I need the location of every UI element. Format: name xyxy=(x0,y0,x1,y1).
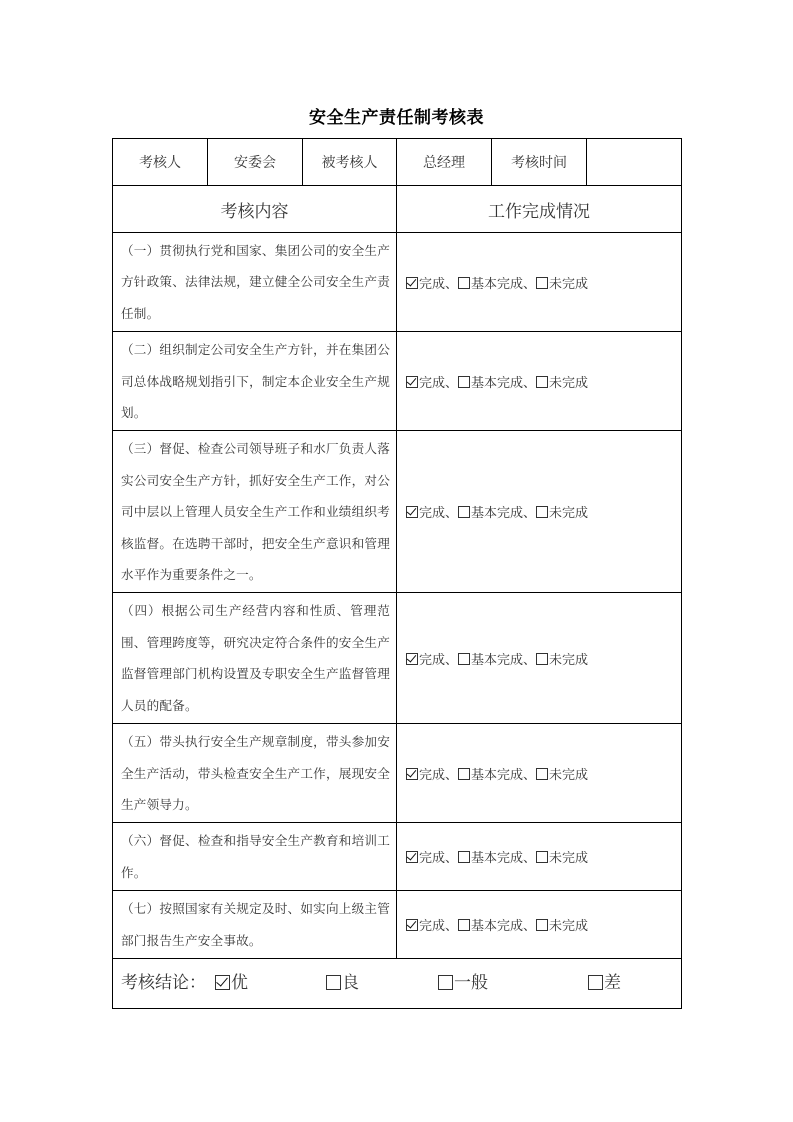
option-incomplete-label: 未完成 xyxy=(549,276,589,292)
checkbox-incomplete[interactable] xyxy=(536,768,548,780)
item-content: （七）按照国家有关规定及时、如实向上级主管部门报告生产安全事故。 xyxy=(113,891,397,959)
item-status xyxy=(397,233,682,332)
conclusion-label: 考核结论： xyxy=(121,972,206,993)
content-column-header: 考核内容 xyxy=(113,186,397,233)
option-basic-label: 基本完成、 xyxy=(471,506,537,522)
conclusion-option-excellent[interactable] xyxy=(215,968,248,993)
item-content: （二）组织制定公司安全生产方针，并在集团公司总体战略规划指引下，制定本企业安全生产规划。 xyxy=(113,332,397,431)
checkbox-basic[interactable] xyxy=(458,919,470,931)
option-incomplete-label: 未完成 xyxy=(549,919,589,935)
option-basic-label: 基本完成、 xyxy=(471,652,537,668)
option-average-label: 一般 xyxy=(454,972,488,993)
table-row xyxy=(113,332,682,431)
conclusion-option-poor[interactable] xyxy=(588,968,621,993)
table-row xyxy=(113,823,682,891)
option-incomplete-label: 未完成 xyxy=(549,506,589,522)
checkbox-good[interactable] xyxy=(326,975,341,990)
option-excellent-label: 优 xyxy=(231,972,248,993)
table-row xyxy=(113,233,682,332)
option-complete-label: 完成、 xyxy=(419,919,459,935)
assessee-value[interactable]: 总经理 xyxy=(397,139,492,186)
option-complete-label: 完成、 xyxy=(419,506,459,522)
checkbox-basic[interactable] xyxy=(458,506,470,518)
checkbox-poor[interactable] xyxy=(588,975,603,990)
checkbox-incomplete[interactable] xyxy=(536,851,548,863)
option-incomplete-label: 未完成 xyxy=(549,851,589,867)
assessment-table xyxy=(112,138,682,1009)
option-basic-label: 基本完成、 xyxy=(471,767,537,783)
document-title: 安全生产责任制考核表 xyxy=(309,108,484,128)
option-complete-label: 完成、 xyxy=(419,767,459,783)
option-incomplete-label: 未完成 xyxy=(549,652,589,668)
checkbox-basic[interactable] xyxy=(458,653,470,665)
checkbox-incomplete[interactable] xyxy=(536,919,548,931)
table-row xyxy=(113,593,682,724)
checkbox-complete-checked[interactable] xyxy=(406,768,418,780)
item-status xyxy=(397,332,682,431)
checkbox-incomplete[interactable] xyxy=(536,277,548,289)
item-status xyxy=(397,431,682,593)
conclusion-cell xyxy=(113,958,682,1008)
checkbox-complete-checked[interactable] xyxy=(406,653,418,665)
option-complete-label: 完成、 xyxy=(419,375,459,391)
item-content: （三）督促、检查公司领导班子和水厂负责人落实公司安全生产方针，抓好安全生产工作，对公司中层以上管理人员安全生产工作和业绩组织考核监督。在选聘干部时，把安全生产意识和管理水平作为重要条件之一。 xyxy=(113,431,397,593)
time-value[interactable] xyxy=(587,139,682,186)
checkbox-complete-checked[interactable] xyxy=(406,277,418,289)
table-row xyxy=(113,431,682,593)
option-poor-label: 差 xyxy=(604,972,621,993)
conclusion-row xyxy=(113,958,682,1008)
item-content: （四）根据公司生产经营内容和性质、管理范围、管理跨度等，研究决定符合条件的安全生产监督管理部门机构设置及专职安全生产监督管理人员的配备。 xyxy=(113,593,397,724)
checkbox-basic[interactable] xyxy=(458,768,470,780)
checkbox-average[interactable] xyxy=(438,975,453,990)
assessee-label: 被考核人 xyxy=(303,139,397,186)
checkbox-basic[interactable] xyxy=(458,277,470,289)
item-content: （五）带头执行安全生产规章制度，带头参加安全生产活动，带头检查安全生产工作，展现安全生产领导力。 xyxy=(113,724,397,823)
assessor-value[interactable]: 安委会 xyxy=(208,139,303,186)
option-good-label: 良 xyxy=(342,972,359,993)
assessor-label: 考核人 xyxy=(113,139,208,186)
option-basic-label: 基本完成、 xyxy=(471,919,537,935)
checkbox-excellent-checked[interactable] xyxy=(215,975,230,990)
checkbox-basic[interactable] xyxy=(458,376,470,388)
checkbox-basic[interactable] xyxy=(458,851,470,863)
item-status xyxy=(397,724,682,823)
option-basic-label: 基本完成、 xyxy=(471,375,537,391)
checkbox-complete-checked[interactable] xyxy=(406,851,418,863)
checkbox-incomplete[interactable] xyxy=(536,506,548,518)
checkbox-complete-checked[interactable] xyxy=(406,376,418,388)
option-complete-label: 完成、 xyxy=(419,652,459,668)
item-content: （一）贯彻执行党和国家、集团公司的安全生产方针政策、法律法规，建立健全公司安全生产责任制。 xyxy=(113,233,397,332)
header-row xyxy=(113,139,682,186)
item-status xyxy=(397,891,682,959)
option-incomplete-label: 未完成 xyxy=(549,375,589,391)
table-row xyxy=(113,724,682,823)
section-header-row xyxy=(113,186,682,233)
checkbox-complete-checked[interactable] xyxy=(406,919,418,931)
option-incomplete-label: 未完成 xyxy=(549,767,589,783)
option-basic-label: 基本完成、 xyxy=(471,851,537,867)
checkbox-complete-checked[interactable] xyxy=(406,506,418,518)
option-complete-label: 完成、 xyxy=(419,851,459,867)
item-content: （六）督促、检查和指导安全生产教育和培训工作。 xyxy=(113,823,397,891)
time-label: 考核时间 xyxy=(492,139,587,186)
checkbox-incomplete[interactable] xyxy=(536,653,548,665)
checkbox-incomplete[interactable] xyxy=(536,376,548,388)
option-complete-label: 完成、 xyxy=(419,276,459,292)
conclusion-option-good[interactable] xyxy=(326,968,359,993)
status-column-header: 工作完成情况 xyxy=(397,186,682,233)
item-status xyxy=(397,823,682,891)
item-status xyxy=(397,593,682,724)
option-basic-label: 基本完成、 xyxy=(471,276,537,292)
conclusion-option-average[interactable] xyxy=(438,968,488,993)
table-row xyxy=(113,891,682,959)
